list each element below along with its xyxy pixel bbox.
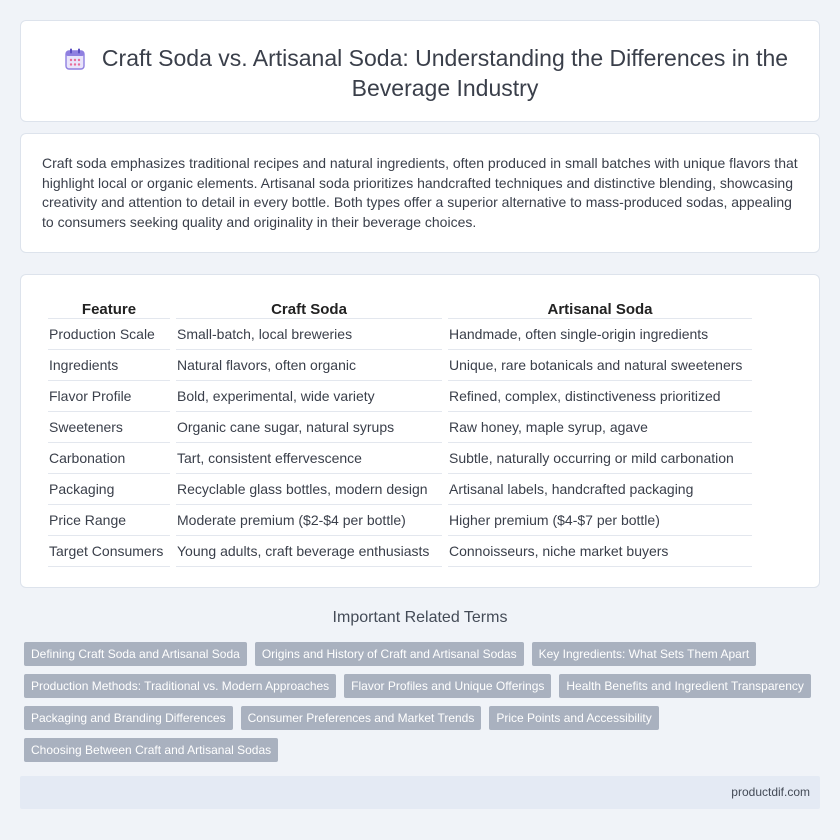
artisanal-cell: Subtle, naturally occurring or mild carbonation: [448, 443, 752, 474]
related-term-tag[interactable]: Consumer Preferences and Market Trends: [241, 706, 482, 730]
related-term-tag[interactable]: Choosing Between Craft and Artisanal Sodas: [24, 738, 278, 762]
table-header-row: [48, 295, 752, 319]
table-row: [48, 350, 752, 381]
table-row: [48, 474, 752, 505]
related-term-tag[interactable]: Price Points and Accessibility: [489, 706, 658, 730]
feature-cell: Packaging: [48, 474, 170, 505]
craft-cell: Young adults, craft beverage enthusiasts: [176, 536, 442, 567]
table-row: [48, 319, 752, 350]
artisanal-cell: Unique, rare botanicals and natural sweeteners: [448, 350, 752, 381]
table-row: [48, 381, 752, 412]
comparison-table: [42, 295, 758, 567]
craft-cell: Recyclable glass bottles, modern design: [176, 474, 442, 505]
header-artisanal-soda: Artisanal Soda: [448, 295, 752, 319]
artisanal-cell: Artisanal labels, handcrafted packaging: [448, 474, 752, 505]
page-title: Craft Soda vs. Artisanal Soda: Understanding the Differences in the Beverage Industry: [101, 45, 789, 101]
header-feature: Feature: [48, 295, 170, 319]
craft-cell: Organic cane sugar, natural syrups: [176, 412, 442, 443]
artisanal-cell: Higher premium ($4-$7 per bottle): [448, 505, 752, 536]
related-term-tag[interactable]: Health Benefits and Ingredient Transparency: [559, 674, 810, 698]
title-card: [20, 20, 820, 122]
intro-card: [20, 133, 820, 253]
craft-cell: Small-batch, local breweries: [176, 319, 442, 350]
related-term-tag[interactable]: Key Ingredients: What Sets Them Apart: [532, 642, 757, 666]
feature-cell: Carbonation: [48, 443, 170, 474]
related-term-tag[interactable]: Flavor Profiles and Unique Offerings: [344, 674, 551, 698]
feature-cell: Flavor Profile: [48, 381, 170, 412]
feature-cell: Production Scale: [48, 319, 170, 350]
table-row: [48, 412, 752, 443]
artisanal-cell: Handmade, often single-origin ingredients: [448, 319, 752, 350]
craft-cell: Natural flavors, often organic: [176, 350, 442, 381]
feature-cell: Price Range: [48, 505, 170, 536]
intro-paragraph: Craft soda emphasizes traditional recipes and natural ingredients, often produced in small batches with unique flavors that highlight local or organic elements. Artisanal soda prioritizes handcrafted techniques and distinctive blending, showcasing creativity and attention to detail in every bottle. Both types offer a superior alternative to mass-produced sodas, appealing to consumers seeking quality and originality in their beverage choices.: [42, 155, 798, 230]
feature-cell: Ingredients: [48, 350, 170, 381]
artisanal-cell: Refined, complex, distinctiveness prioritized: [448, 381, 752, 412]
craft-cell: Bold, experimental, wide variety: [176, 381, 442, 412]
footer-site-link[interactable]: productdif.com: [731, 785, 810, 799]
related-term-tag[interactable]: Packaging and Branding Differences: [24, 706, 233, 730]
comparison-card: [20, 274, 820, 588]
table-row: [48, 505, 752, 536]
craft-cell: Tart, consistent effervescence: [176, 443, 442, 474]
craft-cell: Moderate premium ($2-$4 per bottle): [176, 505, 442, 536]
artisanal-cell: Connoisseurs, niche market buyers: [448, 536, 752, 567]
header-craft-soda: Craft Soda: [176, 295, 442, 319]
table-row: [48, 536, 752, 567]
feature-cell: Sweeteners: [48, 412, 170, 443]
related-terms-list: [24, 642, 824, 770]
related-terms-heading: Important Related Terms: [332, 609, 508, 626]
artisanal-cell: Raw honey, maple syrup, agave: [448, 412, 752, 443]
related-term-tag[interactable]: Origins and History of Craft and Artisanal Sodas: [255, 642, 524, 666]
feature-cell: Target Consumers: [48, 536, 170, 567]
related-term-tag[interactable]: Defining Craft Soda and Artisanal Soda: [24, 642, 247, 666]
footer: [20, 776, 820, 809]
related-term-tag[interactable]: Production Methods: Traditional vs. Modern Approaches: [24, 674, 336, 698]
table-row: [48, 443, 752, 474]
